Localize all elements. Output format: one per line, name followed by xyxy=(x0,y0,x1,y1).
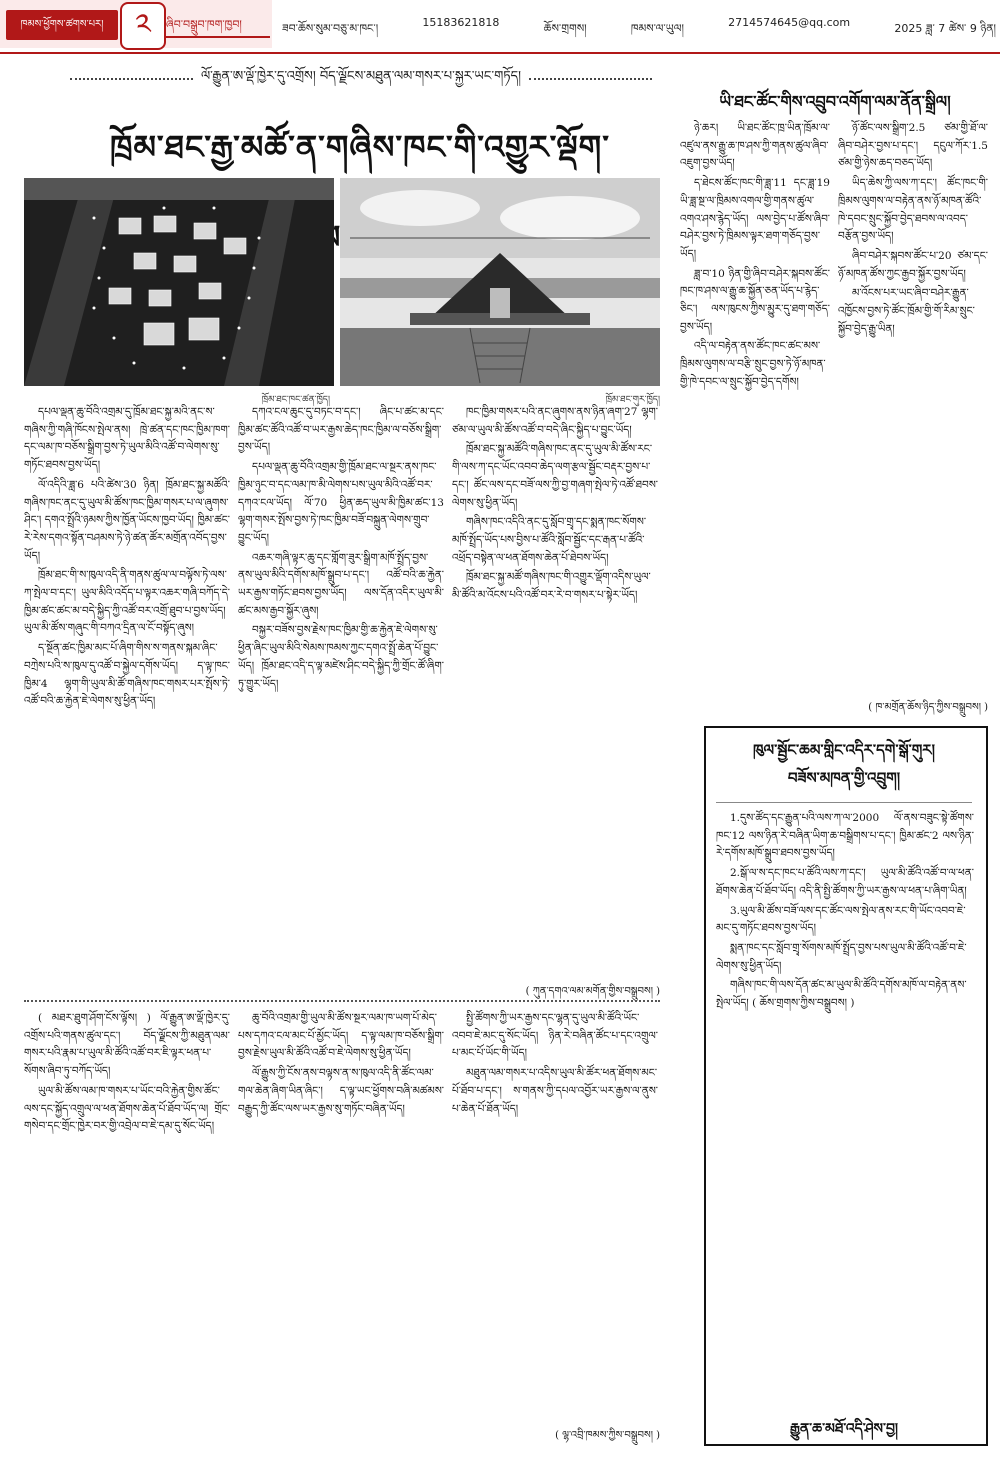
right-headline: ཡི་ཐང་ཚོང་གིས་འབྲུབ་འགོག་ལམ་ནོན་སྒྲིལ། xyxy=(719,92,951,111)
photo-settlement xyxy=(24,178,334,386)
article-column-2 xyxy=(238,404,444,984)
right-paragraph: མ་འོངས་པར་ཡང་ཞིབ་བཤེར་རྒྱུན་འཁྱོངས་བྱས་ཏེ་ཚོང་ཁྲོམ་གྱི་གོ་རིམ་སྲུང་སྐྱོབ་བྱེད་རྒྱུ་ཡིན། xyxy=(838,287,975,335)
photo-settlement-caption: ཁྲོམ་ཐང་ཁང་ཚན་ཁྱོད། xyxy=(261,395,330,405)
section-banner xyxy=(62,66,660,92)
lower-paragraph: ཆུ་བོའི་འགྲམ་གྱི་ཡུལ་མི་ཚོས་སྔར་ལམ་ཁ་ཡག་པོ་མེད་པས་དཀའ་ངལ་མང་པོ་མྱོང་ཡོད། ད་ལྟ་ལམ་ཁ་བཅོས་སྒྲིག་བྱས་རྗེས་ཡུལ་མི་ཚོའི་འཚོ་བ་ཇེ་ལེགས་སུ་ཕྱིན་ཡོད། xyxy=(238,1012,444,1060)
masthead xyxy=(0,0,1000,54)
right-paragraph: ཉེ་ཆར། ཡི་ཐང་ཚོང་ཁྲ་ཡིན་ཁྲོམ་ལ་འཛུལ་ནས་རྒྱུ་ཆ་ཁ་ཤས་ཀྱི་གནས་ཚུལ་ཞིབ་འཇུག་བྱས་ཡོད། xyxy=(680,122,830,170)
article-paragraph: འཆར་གཞི་ལྟར་ཆུ་དང་གློག་ཟུར་སྒྲིག་མཁོ་སྤྲོད་བྱས་ནས་ཡུལ་མིའི་དགོས་མཁོ་སྒྲུབ་པ་དང་། འཚོ་བའི་ཆ་རྐྱེན་ཡར་རྒྱས་གཏོང་ཐབས་བྱས་ཡོད། ལས་དོན་འདིར་ཡུལ་མི་ཚང་མས་རྒྱབ་སྐྱོར་ཞུས། xyxy=(238,551,444,617)
article-paragraph: དཔལ་ལྡན་ཆུ་བོའི་འགྲམ་དུ་ཁྲོམ་ཐང་སྐྱ་མའི་ནང་ས་གཞིས་ཀྱི་གཞི་ཁོངས་སྤེལ་ནས། ཁྲེ་ཚན་དང་ཁང་ཁྱིམ་ཁག་དང་ལམ་ཁ་བཅོས་སྒྲིག་བྱས་ཏེ་ཡུལ་མིའི་འཚོ་བ་ལེགས་སུ་གཏོང་ཐབས་བྱས་ཡོད། xyxy=(24,406,230,472)
article-byline: ( ཀུན་དགའ་ལམ་མགོན་གྱིས་བསྒྲུབས། ) xyxy=(525,986,660,997)
settlement-aerial-image xyxy=(24,178,334,386)
right-paragraph: ཞིབ་བཤེར་སྐབས་ཚོང་པ་20 ཙམ་དང་ཉོ་མཁན་ཚོས་ཀྱང་རྒྱབ་སྐྱོར་བྱས་ཡོད། xyxy=(838,249,988,280)
lower-paragraph: ( མཐར་ཐུག་ཤོག་ངོས་ལྟོས། ) ལོ་རྒྱུན་ཨ་ལྡོ་ཁྱེར་དུ་འགྲོས་པའི་གནས་ཚུལ་དང་། བོད་ལྗོངས་ཀྱི་མཐུན་ལམ་གསར་པའི་རྣམ་པ་ཡུལ་མི་ཚོའི་འཚོ་བར་ཇི་ལྟར་ཕན་པ་སོགས་ཞིབ་ཏུ་བཀོད་ཡོད། xyxy=(24,1012,230,1078)
masthead-info-region: ཁམས་ལ་ཡུལ། xyxy=(630,22,684,35)
tent-platform-image xyxy=(340,178,660,386)
banner-dots-left xyxy=(70,78,193,80)
article-paragraph: ཁྲོམ་ཐང་གི་ས་ཁུལ་འདི་ནི་གནས་ཚུལ་ལ་བལྟོས་ཏེ་ལས་ཀ་སྤེལ་བ་དང་། ཡུལ་མིའི་འདོད་པ་ལྟར་འཆར་གཞི་བཀོད་དེ་ཁྱིམ་ཚང་ཚང་མ་བདེ་སྐྱིད་ཀྱི་འཚོ་བར་འགྲོ་ཐུབ་པ་བྱས་ཡོད། ཡུལ་མི་ཚོས་གཞུང་གི་བཀའ་དྲིན་ལ་ངོ་བསྟོད་ཞུས། xyxy=(24,569,230,635)
article-paragraph: བསྐྱར་བཟོས་བྱས་རྗེས་ཁང་ཁྱིམ་གྱི་ཆ་རྐྱེན་ཇེ་ལེགས་སུ་ཕྱིན་ཞིང་ཡུལ་མིའི་སེམས་ཁམས་ཀྱང་དགའ་སྤྲོ་ཆེན་པོ་བྱུང་ཡོད། ཁྲོམ་ཐང་འདི་ད་ལྟ་མཛེས་ཤིང་བདེ་སྐྱིད་ཀྱི་གྲོང་ཚོ་ཞིག་ཏུ་གྱུར་ཡོད། xyxy=(238,624,444,690)
article-paragraph: ད་སྔོན་ཚང་ཁྱིམ་མང་པོ་ཞིག་གིས་ས་གནས་སྐམ་ཞིང་བཀྲེས་པའི་ས་ཁུལ་དུ་འཚོ་བ་སྐྱེལ་དགོས་ཡོད། ད་ལྟ་ཁང་ཁྱིམ་4 ལྷག་གི་ཡུལ་མི་ཚོ་གཞིས་ཁང་གསར་པར་སྤོས་ཏེ་འཚོ་བའི་ཆ་རྐྱེན་ཇེ་ལེགས་སུ་ཕྱིན་ཡོད། xyxy=(24,642,230,708)
article-column-1 xyxy=(24,404,230,984)
lower-column-1 xyxy=(24,1010,230,1440)
sidebar-paragraph: 2.སྒོ་ལ་ས་དང་ཁང་པ་ཚོའི་ལས་ཀ་དང་། ཡུལ་མི་ཚོའི་འཚོ་བ་ལ་ཕན་ཐོགས་ཆེན་པོ་ཐོབ་ཡོད། འདི་ནི་སྤྱི་ཚོགས་ཀྱི་ཡར་རྒྱས་ལ་ཕན་པ་ཞིག་ཡིན། xyxy=(716,867,974,897)
article-paragraph: ཁང་ཁྱིམ་གསར་པའི་ནང་ཞུགས་ནས་ཉིན་ཞག་27 ལྷག་ཙམ་ལ་ཡུལ་མི་ཚོས་འཚོ་བ་བདེ་ཞིང་སྐྱིད་པ་བྱུང་ཡོད། xyxy=(452,406,658,436)
masthead-info xyxy=(282,16,996,36)
article-paragraph: ལོ་འདིའི་ཟླ་6 པའི་ཚེས་30 ཉིན། ཁྲོམ་ཐང་སྐྱ་མཚོའི་གཞིས་ཁང་ནང་དུ་ཡུལ་མི་ཚོས་ཁང་ཁྱིམ་གསར་པ་ལ་ཞུགས་ཤིང་། དགའ་སྤྲོའི་ཉམས་ཀྱིས་ཁྱོན་ཡོངས་ཁྱབ་ཡོད། ཁྱིམ་ཚང་རེ་རེས་དགའ་སྟོན་བཤམས་ཏེ་ཉེ་ཚན་ཚོར་མགྲོན་འབོད་བྱས་ཡོད། xyxy=(24,478,230,562)
masthead-info-email: 2714574645@qq.com xyxy=(728,16,851,29)
sidebar-box-rule xyxy=(716,802,972,803)
photo-tent-caption: ཁྲོམ་ཐང་གུར་ཁྱོད། xyxy=(605,395,660,405)
article-paragraph: ཁྲོམ་ཐང་སྐྱ་མཚོའི་གཞིས་ཁང་ནང་དུ་ཡུལ་མི་ཚོས་རང་གི་ལས་ཀ་དང་ཡོང་འབབ་ཆེད་ལག་རྩལ་སྦྱོང་བརྡར་བྱས་པ་དང་། ཚོང་ལས་དང་བཟོ་ལས་ཀྱི་བྱ་གཞག་སྤེལ་ཏེ་འཚོ་ཐབས་ལེགས་སུ་ཕྱིན་ཡོད། xyxy=(452,443,658,509)
lower-column-2 xyxy=(238,1010,444,1440)
right-paragraph: ད་ཐེངས་ཚོང་ཁང་གི་ཟླ་11 དང་ཟླ་19 ཡི་ཟླ་སྔ་ལ་ཁྲིམས་འགལ་གྱི་གནས་ཚུལ་འགའ་ཤས་རྙེད་ཡོད། ལས་བྱེད་པ་ཚོས་ཞིབ་བཤེར་བྱས་ཏེ་ཁྲིམས་ལྟར་ཐག་གཅོད་བྱས་ཡོད། xyxy=(680,177,830,260)
sidebar-box-footer: རྒྱུན་ཆ་མཐོ་འདི་ཤེས་བྱ། xyxy=(789,1421,899,1437)
right-column-2 xyxy=(838,120,988,680)
right-paragraph: ཟླ་བ་10 ཉིན་གྱི་ཞིབ་བཤེར་སྐབས་ཚོང་ཁང་ཁ་ཤས་ལ་རྒྱུ་ཆ་སྐྱོན་ཅན་ཡོད་པ་རྙེད་ཅིང་། ལས་ཁུངས་ཀྱིས་མྱུར་དུ་ཐག་གཅོད་བྱས་ཡོད། xyxy=(680,267,830,333)
lower-paragraph: སྤྱི་ཚོགས་ཀྱི་ཡར་རྒྱས་དང་ལྷན་དུ་ཡུལ་མི་ཚོའི་ཡོང་འབབ་ཇེ་མང་དུ་སོང་ཡོད། ཉིན་རེ་བཞིན་ཚོང་པ་དང་འགྲུལ་པ་མང་པོ་ཡོང་གི་ཡོད། xyxy=(452,1012,658,1060)
main-headline: ཁྲོམ་ཐང་རྒྱ་མཚོ་ན་གཞིས་ཁང་གི་འགྱུར་ལྡོག་ xyxy=(110,128,610,166)
sidebar-paragraph: 3.ཡུལ་མི་ཚོས་བཟོ་ལས་དང་ཚོང་ལས་སྤེལ་ནས་རང་གི་ཡོང་འབབ་ཇེ་མང་དུ་གཏོང་ཐབས་བྱས་ཡོད། xyxy=(716,904,966,935)
sidebar-paragraph: 1.དུས་ཚོད་དང་རྒྱུན་པའི་ལས་ཀ་ལ་2000 ལོ་ནས་བཟུང་སྟེ་ཚོགས་ཁང་12 ལས་ཉིན་རེ་བཞིན་ཡིག་ཆ་བསྒྲིགས་པ་དང་། ཁྱིམ་ཚང་2 ལས་ཉིན་རེ་དགོས་མཁོ་སྒྲུབ་ཐབས་བྱས་ཡོད། xyxy=(716,812,974,860)
right-paragraph: ཡིད་ཆེས་ཀྱི་ལས་ཀ་དང་། ཚོང་ཁང་གི་ཁྲིམས་ལུགས་ལ་བརྟེན་ནས་ཉོ་མཁན་ཚོའི་ཁེ་དབང་སྲུང་སྐྱོབ་བྱེད་ཐབས་ལ་འབད་བརྩོན་བྱས་ཡོད། xyxy=(838,177,988,243)
section-divider xyxy=(24,1000,660,1002)
banner-text: ལོ་རྒྱུན་ཨ་ལྡོ་ཁྱེར་དུ་འགྲོས། བོད་ལྗོངས་མཐུན་ལམ་གསར་པ་སྐྱར་ཡང་གཏོད། xyxy=(200,68,522,84)
right-column-1 xyxy=(680,120,830,700)
masthead-info-name: ཆོས་གྲགས། xyxy=(543,22,587,35)
article-paragraph: དཀའ་ངལ་ཆུང་དུ་བཏང་བ་དང་། ཞིང་པ་ཚང་མ་དང་ཁྱིམ་ཚང་ཚོའི་འཚོ་བ་ཡར་རྒྱས་ཆེད་ཁང་ཁྱིམ་ལ་བཅོས་སྒྲིག་བྱས་ཡོད། xyxy=(238,406,444,454)
photo-tent xyxy=(340,178,660,386)
masthead-info-phone: 15183621818 xyxy=(422,16,500,29)
section-name: ཞིབ་བསྒྲུབ་ཁག་ཁྱབ། xyxy=(166,14,270,38)
lower-byline: ( ལྷ་འབྲི་ཁམས་ཀྱིས་བསྒྲུབས། ) xyxy=(555,1430,660,1441)
paper-name: ཁམས་ཕྱོགས་ཚགས་པར། xyxy=(6,10,118,40)
lower-paragraph: མཐུན་ལམ་གསར་པ་འདིས་ཡུལ་མི་ཚོར་ཕན་ཐོགས་མང་པོ་ཐོབ་པ་དང་། ས་གནས་ཀྱི་དཔལ་འབྱོར་ཡར་རྒྱས་ལ་ནུས་པ་ཆེན་པོ་ཐོན་ཡོད། xyxy=(452,1067,658,1115)
lower-paragraph: ཡུལ་མི་ཚོས་ལམ་ཁ་གསར་པ་ཡོང་བའི་རྐྱེན་གྱིས་ཚོང་ལས་དང་སྐྱོད་འགྲུལ་ལ་ཕན་ཐོགས་ཆེན་པོ་ཐོབ་ཡོད་ལ། གྲོང་གསེབ་དང་གྲོང་ཁྱེར་བར་གྱི་འབྲེལ་བ་ཇེ་དམ་དུ་སོང་ཡོད། xyxy=(24,1084,230,1133)
right-byline: ( ཁ་མགྲོན་ཆོས་ཉིད་ཀྱིས་བསྒྲུབས། ) xyxy=(868,702,988,713)
masthead-info-date: 2025 ཟླ་ 7 ཚེས་ 9 ཉིན། xyxy=(894,22,996,35)
sidebar-box-title-line2: བཟོས་མཁན་གྱི་འབྲུག། xyxy=(787,769,901,787)
sidebar-box-title xyxy=(714,736,974,796)
article-paragraph: གཞིས་ཁང་འདིའི་ནང་དུ་སློབ་གྲྭ་དང་སྨན་ཁང་སོགས་མཁོ་སྤྲོད་ཡོད་པས་བྱིས་པ་ཚོའི་སློབ་སྦྱོང་དང་རྒན་པ་ཚོའི་འཕྲོད་བསྟེན་ལ་ཕན་ཐོགས་ཆེན་པོ་ཐེབས་ཡོད། xyxy=(452,516,647,564)
lower-paragraph: ལོ་རྒྱུས་ཀྱི་ངོས་ནས་བལྟས་ན་ས་ཁུལ་འདི་ནི་ཚོང་ལམ་གལ་ཆེན་ཞིག་ཡིན་ཞིང་། ད་ལྟ་ཡང་ཕྱོགས་བཞི་མཚམས་བརྒྱུད་ཀྱི་ཚོང་ལས་ཡར་རྒྱས་སུ་གཏོང་བཞིན་ཡོད། xyxy=(238,1067,444,1115)
page-number: ༢ xyxy=(120,2,166,50)
sidebar-box-body xyxy=(716,810,974,1406)
right-paragraph: ཉོ་ཚོང་ལས་སྒྲིག་2.5 ཙམ་གྱི་ཐོ་ལ་ཞིབ་བཤེར་བྱས་པ་དང་། དངུལ་ཀོར་1.5 ཙམ་གྱི་ཉེས་ཆད་བཅད་ཡོད། xyxy=(838,122,988,170)
sidebar-box-title-line1: ཁུལ་སྦྱོང་ཆམ་གླིང་འདིར་དགེ་སྒོ་གུར། xyxy=(753,741,935,759)
masthead-info-editor: ཟབ་ཆོས་སུམ་བཅུ་མ་ཁང་། xyxy=(282,22,379,35)
article-column-3 xyxy=(452,404,658,964)
lower-column-3 xyxy=(452,1010,658,1410)
sidebar-paragraph: སྨན་ཁང་དང་སློབ་གྲྭ་སོགས་མཁོ་སྤྲོད་བྱས་པས་ཡུལ་མི་ཚོའི་འཚོ་བ་ཇེ་ལེགས་སུ་ཕྱིན་ཡོད། xyxy=(716,941,967,972)
article-paragraph: ཁྲོམ་ཐང་སྐྱ་མཚོ་གཞིས་ཁང་གི་འགྱུར་ལྡོག་འདིས་ཡུལ་མི་ཚོའི་མ་འོངས་པའི་འཚོ་བར་རེ་བ་གསར་པ་སྟེར་ཡོད། xyxy=(452,571,651,602)
sidebar-paragraph: གཞིས་ཁང་གི་ལས་དོན་ཚང་མ་ཡུལ་མི་ཚོའི་དགོས་མཁོ་ལ་བརྟེན་ནས་སྤེལ་ཡོད། ( ཆོས་གྲགས་ཀྱིས་བསྒྲུབས། ) xyxy=(716,979,967,1010)
article-paragraph: དཔལ་ལྡན་ཆུ་བོའི་འགྲམ་གྱི་ཁྲོམ་ཐང་ལ་སྔར་ནས་ཁང་ཁྱིམ་ཉུང་བ་དང་ལམ་ཁ་མི་ལེགས་པས་ཡུལ་མིའི་འཚོ་བར་དཀའ་ངལ་ཡོད། ལོ་70 ཕྱིན་ཆད་ཡུལ་མི་ཁྱིམ་ཚང་13 ལྷག་གསར་སྤོས་བྱས་ཏེ་ཁང་ཁྱིམ་བཟོ་བསྐྲུན་ལེགས་གྲུབ་བྱུང་ཡོད། xyxy=(238,461,444,544)
right-paragraph: འདི་ལ་བརྟེན་ནས་ཚོང་ཁང་ཚང་མས་ཁྲིམས་ལུགས་ལ་བརྩི་སྲུང་བྱས་ཏེ་ཉོ་མཁན་གྱི་ཁེ་དབང་ལ་སྲུང་སྐྱོབ་བྱེད་དགོས། xyxy=(680,340,826,388)
banner-dots-right xyxy=(529,78,652,80)
